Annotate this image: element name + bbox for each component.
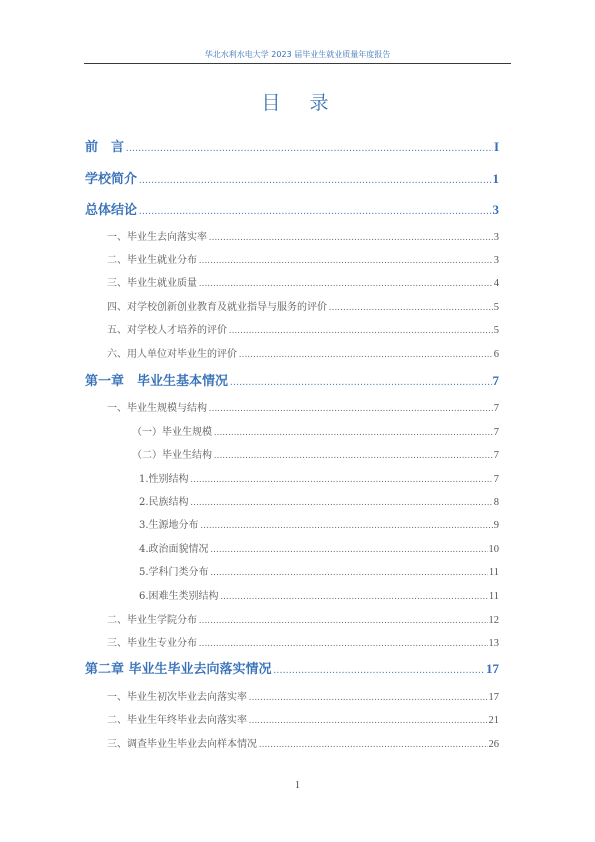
toc-title: 目 录	[261, 92, 334, 114]
toc-page-number: 9	[493, 520, 499, 531]
toc-entry-label: 3.生源地分布	[139, 520, 199, 531]
toc-entry[interactable]	[139, 565, 499, 579]
toc-leader	[214, 425, 493, 439]
toc-page-number: 7	[493, 403, 499, 414]
toc-page-number: 3	[493, 255, 499, 266]
toc-entry[interactable]	[139, 472, 499, 486]
toc-page-number: 7	[492, 373, 499, 388]
toc-leader	[259, 737, 488, 751]
toc-page-number: 1	[492, 171, 499, 186]
toc-leader	[211, 565, 488, 579]
toc-entry-label: 一、毕业生初次毕业去向落实率	[107, 692, 247, 703]
toc-entry-label: 六、用人单位对毕业生的评价	[107, 349, 237, 360]
toc-leader	[201, 518, 493, 532]
toc-page-number: 17	[486, 661, 499, 676]
toc-entry[interactable]	[107, 401, 499, 415]
toc-entry-label: 五、对学校人才培养的评价	[107, 325, 227, 336]
toc-page-number: 5	[493, 302, 499, 313]
toc-entry[interactable]	[107, 613, 499, 627]
toc-entry[interactable]	[107, 737, 499, 751]
toc-entry-chapter-2[interactable]	[85, 661, 499, 677]
toc-page-number: I	[493, 139, 499, 154]
toc-page-number: 5	[493, 325, 499, 336]
toc-entry[interactable]	[107, 347, 499, 361]
toc-leader	[249, 713, 488, 727]
toc-entry[interactable]	[107, 713, 499, 727]
toc-entry-label: 三、调查毕业生毕业去向样本情况	[107, 739, 257, 750]
toc-entry[interactable]	[107, 230, 499, 244]
toc-page-number: 26	[488, 739, 499, 750]
toc-entry-school-intro[interactable]	[85, 171, 499, 187]
toc-leader	[199, 253, 493, 267]
toc-entry[interactable]	[139, 589, 499, 603]
toc-leader	[249, 690, 488, 704]
toc-entry[interactable]	[132, 425, 499, 439]
toc-entry-label: （二）毕业生结构	[132, 450, 212, 461]
toc-entry-label: 一、毕业生去向落实率	[107, 232, 207, 243]
toc-entry[interactable]	[132, 448, 499, 462]
toc-entry-label: 第二章 毕业生毕业去向落实情况	[85, 662, 272, 677]
toc-page-number: 8	[493, 497, 499, 508]
toc-entry[interactable]	[107, 300, 499, 314]
toc-leader	[211, 542, 488, 556]
toc-entry-label: 三、毕业生就业质量	[107, 278, 197, 289]
toc-page-number: 21	[488, 715, 499, 726]
toc-leader	[139, 173, 491, 187]
toc-page-number: 13	[488, 638, 499, 649]
toc-page-number: 12	[488, 615, 499, 626]
toc-entry[interactable]	[139, 495, 499, 509]
toc-entry[interactable]	[107, 690, 499, 704]
toc-entry[interactable]	[107, 636, 499, 650]
toc-leader	[230, 375, 491, 389]
toc-leader	[199, 276, 493, 290]
toc-entry[interactable]	[139, 542, 499, 556]
toc-entry-label: 一、毕业生规模与结构	[107, 403, 207, 414]
toc-leader	[209, 230, 493, 244]
toc-leader	[199, 636, 488, 650]
toc-page-number: 10	[488, 544, 499, 555]
page-number: 1	[295, 780, 300, 791]
toc-page-number: 3	[492, 202, 499, 217]
toc-entry[interactable]	[107, 276, 499, 290]
toc-page-number: 7	[493, 427, 499, 438]
toc-entry-label: 第一章 毕业生基本情况	[85, 374, 229, 389]
toc-entry-preface[interactable]	[85, 139, 499, 155]
toc-leader	[199, 613, 488, 627]
toc-entry-label: 三、毕业生专业分布	[107, 638, 197, 649]
toc-leader	[274, 663, 485, 677]
toc-entry[interactable]	[139, 518, 499, 532]
toc-page-number: 7	[493, 474, 499, 485]
toc-page-number: 7	[493, 450, 499, 461]
toc-page-number: 17	[488, 692, 499, 703]
toc-entry-label: 4.政治面貌情况	[139, 544, 209, 555]
toc-entry-label: 二、毕业生年终毕业去向落实率	[107, 715, 247, 726]
toc-page-number: 4	[493, 278, 499, 289]
toc-leader	[239, 347, 493, 361]
toc-page-number: 3	[493, 232, 499, 243]
toc-leader	[191, 495, 493, 509]
toc-entry-label: 四、对学校创新创业教育及就业指导与服务的评价	[107, 302, 327, 313]
header-rule	[84, 63, 511, 64]
toc-leader	[229, 323, 493, 337]
toc-entry-label: 6.困难生类别结构	[139, 591, 219, 602]
toc-leader	[329, 300, 493, 314]
toc-entry-label: （一）毕业生规模	[132, 427, 212, 438]
toc-page-number: 11	[488, 591, 499, 602]
running-header: 华北水利水电大学 2023 届毕业生就业质量年度报告	[204, 50, 391, 59]
toc-entry[interactable]	[107, 323, 499, 337]
toc-leader	[214, 448, 493, 462]
toc-leader	[139, 204, 491, 218]
toc-entry-label: 5.学科门类分布	[139, 567, 209, 578]
toc-leader	[191, 472, 493, 486]
toc-entry-label: 1.性别结构	[139, 474, 189, 485]
toc-entry-chapter-1[interactable]	[85, 373, 499, 389]
toc-leader	[221, 589, 488, 603]
toc-page-number: 11	[488, 567, 499, 578]
toc-page-number: 6	[493, 349, 499, 360]
toc-entry-label: 前 言	[85, 140, 125, 155]
toc-entry-label: 学校简介	[85, 172, 138, 187]
toc-entry-label: 二、毕业生学院分布	[107, 615, 197, 626]
toc-leader	[209, 401, 493, 415]
toc-entry[interactable]	[107, 253, 499, 267]
toc-entry-label: 2.民族结构	[139, 497, 189, 508]
toc-entry-label: 二、毕业生就业分布	[107, 255, 197, 266]
toc-leader	[126, 141, 493, 155]
toc-entry-label: 总体结论	[85, 203, 138, 218]
toc-entry-summary[interactable]	[85, 202, 499, 218]
